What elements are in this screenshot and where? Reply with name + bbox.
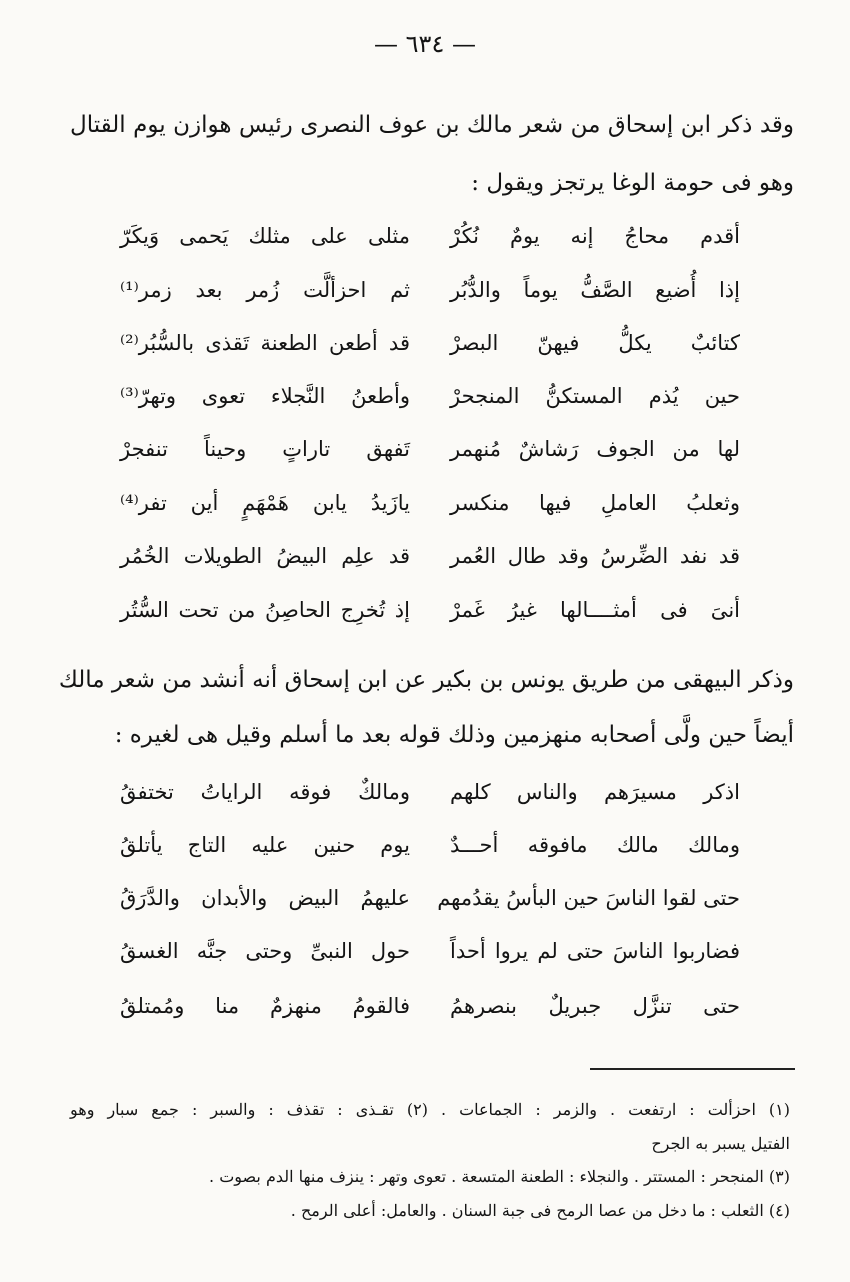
- verse-second-hemistich: وأطعنُ النَّجلاء تعوى وتهرّ⁽³⁾: [120, 384, 410, 408]
- verse-first-hemistich: فضاربوا الناسَ حتى لم يروا أحداً: [450, 939, 740, 963]
- verse-second-hemistich: مثلى على مثلك يَحمى وَيكَرّ: [120, 224, 410, 248]
- verse-first-hemistich: كتائبٌ يكلُّ فيهنّ البصرْ: [450, 331, 740, 355]
- poem1-verse-4: [120, 384, 740, 424]
- footnote-divider: [590, 1068, 795, 1070]
- footnote-1-2: (١) احزألت : ارتفعت . والزمر : الجماعات . (٢) تقـذى : تقذف : والسبر : جمع سبار وهو: [70, 1100, 790, 1119]
- verse-second-hemistich: إذ تُخرِج الحاصِنُ من تحت السُّتُر: [120, 598, 410, 622]
- verse-first-hemistich: إذا أُضيع الصَّفُّ يوماً والدُّبُر: [450, 278, 740, 302]
- verse-first-hemistich: حتى تنزَّل جبريلٌ بنصرهمُ: [450, 994, 740, 1018]
- poem1-verse-1: [120, 224, 740, 264]
- verse-first-hemistich: لها من الجوف رَشاشٌ مُنهمر: [450, 437, 740, 461]
- poem2-verse-5: [120, 994, 740, 1034]
- footnote-2-continued: الفتيل يسبر به الجرح: [651, 1134, 790, 1153]
- verse-first-hemistich: ومالك مالك مافوقه أحـــدٌ: [450, 833, 740, 857]
- verse-second-hemistich: يازَيدُ يابن هَمْهَمٍ أين تفر⁽⁴⁾: [120, 491, 410, 515]
- verse-first-hemistich: أنىَ فى أمثــــالها غيرُ غَمرْ: [450, 598, 740, 622]
- poem1-verse-8: [120, 598, 740, 638]
- verse-second-hemistich: قد أطعن الطعنة تَقذى بالسُّبُر⁽²⁾: [120, 331, 410, 355]
- verse-second-hemistich: قد علِم البيضُ الطويلات الخُمُر: [120, 544, 410, 568]
- poem2-verse-2: [120, 833, 740, 873]
- verse-first-hemistich: حتى لقوا الناسَ حين البأسُ يقدُمهم: [437, 886, 740, 910]
- verse-second-hemistich: حول النبىِّ وحتى جنَّه الغسقُ: [120, 939, 410, 963]
- verse-second-hemistich: عليهمُ البيض والأبدان والدَّرَقُ: [120, 886, 410, 910]
- middle-line-1: وذكر البيهقى من طريق يونس بن بكير عن ابن إسحاق أنه أنشد من شعر مالك: [58, 667, 794, 693]
- verse-second-hemistich: فالقومُ منهزمٌ منا ومُمتلقُ: [120, 994, 410, 1018]
- middle-line-2: أيضاً حين ولَّى أصحابه منهزمين وذلك قوله بعد ما أسلم وقيل هى لغيره :: [114, 722, 794, 748]
- poem1-verse-3: [120, 331, 740, 371]
- verse-second-hemistich: ومالكٌ فوقه الراياتُ تختفقُ: [120, 780, 410, 804]
- verse-first-hemistich: حين يُذم المستكنُّ المنجحرْ: [450, 384, 740, 408]
- poem1-verse-2: [120, 278, 740, 318]
- poem2-verse-4: [120, 939, 740, 979]
- poem2-verse-1: [120, 780, 740, 820]
- intro-line-1: وقد ذكر ابن إسحاق من شعر مالك بن عوف النصرى رئيس هوازن يوم القتال: [70, 112, 794, 138]
- page-number: — ٦٣٤ —: [374, 30, 476, 58]
- footnote-4: (٤) الثعلب : ما دخل من عصا الرمح فى جبة السنان . والعامل: أعلى الرمح .: [290, 1201, 790, 1220]
- verse-first-hemistich: أقدم محاجُ إنه يومٌ نُكُرْ: [450, 224, 740, 248]
- poem1-verse-6: [120, 491, 740, 531]
- verse-first-hemistich: وثعلبُ العاملِ فيها منكسر: [450, 491, 740, 515]
- verse-first-hemistich: اذكر مسيرَهم والناس كلهم: [450, 780, 740, 804]
- footnote-3: (٣) المنجحر : المستتر . والنجلاء : الطعنة المتسعة . تعوى وتهر : ينزف منها الدم بصوت .: [209, 1167, 790, 1186]
- verse-second-hemistich: يوم حنين عليه التاج يأتلقُ: [120, 833, 410, 857]
- poem1-verse-5: [120, 437, 740, 477]
- verse-first-hemistich: قد نفد الضِّرسُ وقد طال العُمر: [450, 544, 740, 568]
- poem2-verse-3: [120, 886, 740, 926]
- verse-second-hemistich: تَفهق تاراتٍ وحيناً تنفجرْ: [120, 437, 410, 461]
- poem1-verse-7: [120, 544, 740, 584]
- verse-second-hemistich: ثم احزألَّت زُمر بعد زمر⁽¹⁾: [120, 278, 410, 302]
- intro-line-2: وهو فى حومة الوغا يرتجز ويقول :: [471, 170, 794, 196]
